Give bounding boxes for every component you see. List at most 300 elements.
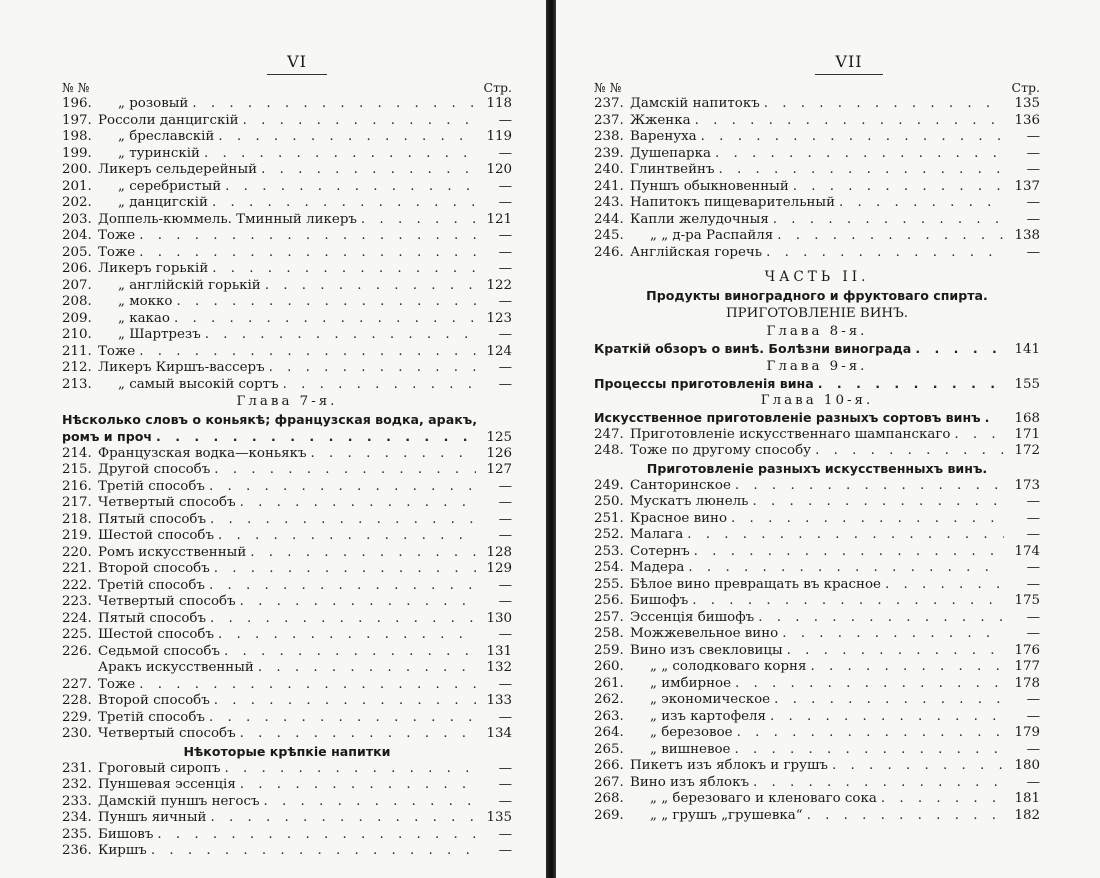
leader-dots <box>815 443 1004 460</box>
toc-entry <box>62 512 512 529</box>
page-column-label: Стр. <box>1011 80 1040 95</box>
entry-page: — <box>498 760 512 776</box>
entry-page: — <box>498 528 512 543</box>
toc-entry <box>594 96 1040 113</box>
entry-number: 232. <box>62 777 92 792</box>
leader-dots <box>688 560 1004 577</box>
leader-dots <box>832 758 1004 775</box>
entry-title: Душепарка <box>630 145 711 161</box>
entry-list <box>594 427 1040 460</box>
toc-entry <box>62 261 512 278</box>
entry-number: 252. <box>594 527 624 542</box>
section-heading: Приготовленіе разныхъ искусственныхъ винъ. <box>646 460 988 476</box>
entry-title: Бишовъ <box>98 826 154 842</box>
toc-entry <box>62 693 512 710</box>
leader-dots <box>212 261 476 278</box>
entry-number: 198. <box>62 129 92 144</box>
toc-entry <box>594 791 1040 808</box>
entry-page: 168 <box>1014 411 1040 426</box>
leader-dots <box>807 808 1004 825</box>
toc-entry <box>594 544 1040 561</box>
entry-title: Третій способъ <box>98 577 205 593</box>
toc-entry <box>62 294 512 311</box>
toc-entry <box>594 195 1040 212</box>
entry-page: — <box>1026 129 1040 144</box>
toc-entry <box>594 511 1040 528</box>
entry-page: 182 <box>1014 807 1040 823</box>
entry-page: 173 <box>1014 477 1040 493</box>
chapter-title-line: Нѣсколько словъ о коньякѣ; французская водка, аракъ, <box>62 412 477 427</box>
leader-dots <box>139 344 476 361</box>
leader-dots <box>192 96 476 113</box>
entry-page: — <box>498 511 512 527</box>
entry-page: 172 <box>1014 443 1040 458</box>
toc-entry <box>62 710 512 727</box>
toc-entry <box>594 527 1040 544</box>
toc-entry <box>62 179 512 196</box>
entry-page: 137 <box>1014 178 1040 194</box>
entry-title: Искусственное приготовленіе разныхъ сортовъ винъ <box>594 410 981 425</box>
section-heading: Нѣкоторые крѣпкіе напитки <box>183 743 391 759</box>
entry-number: 201. <box>62 178 92 194</box>
entry-number: 236. <box>62 843 92 858</box>
leader-dots <box>224 761 476 778</box>
entry-page: 178 <box>1014 675 1040 691</box>
toc-entry <box>62 827 512 844</box>
entry-page: 141 <box>1014 342 1040 357</box>
entry-number: 237. <box>594 112 624 128</box>
leader-dots <box>839 195 1004 212</box>
entry-page: 130 <box>486 610 512 626</box>
entry-page: 126 <box>486 445 512 461</box>
entry-title: Малага <box>630 527 684 542</box>
leader-dots <box>774 692 1004 709</box>
entry-page: — <box>498 244 512 260</box>
entry-number: 221. <box>62 561 92 576</box>
entry-title: Пуншевая эссенція <box>98 777 236 792</box>
entry-page: — <box>498 360 512 375</box>
entry-page: 119 <box>486 129 512 144</box>
entry-title: Санторинское <box>630 477 731 493</box>
entry-page: 127 <box>486 462 512 477</box>
entry-title: Четвертый способъ <box>98 726 236 741</box>
entry-title: Четвертый способъ <box>98 495 236 510</box>
entry-title: Доппель-кюммель. Тминный ликеръ <box>98 211 357 227</box>
entry-title: ромъ и проч <box>62 429 153 444</box>
entry-number: 205. <box>62 244 92 260</box>
leader-dots <box>240 726 476 743</box>
entry-page: — <box>498 228 512 243</box>
leader-dots <box>361 212 476 229</box>
leader-dots <box>210 611 476 628</box>
toc-entry <box>62 377 512 394</box>
leader-dots <box>240 777 476 794</box>
entry-title: Седьмой способъ <box>98 643 220 659</box>
chapter-heading: Глава 7-я. <box>236 394 338 409</box>
entry-number: 235. <box>62 826 92 842</box>
entry-number: 214. <box>62 445 92 461</box>
entry-number: 241. <box>594 178 624 194</box>
entry-title: „ англійскій горькій <box>118 277 261 293</box>
leader-dots <box>810 659 1004 676</box>
leader-dots <box>205 327 476 344</box>
toc-entry <box>62 627 512 644</box>
entry-number: 225. <box>62 627 92 642</box>
leader-dots <box>731 511 1004 528</box>
leader-dots <box>250 545 476 562</box>
entry-title: Тоже <box>98 228 136 243</box>
entry-title: Краткій обзоръ о винѣ. Болѣзни винограда <box>594 341 912 356</box>
entry-number: 229. <box>62 709 92 725</box>
number-column-label: № № <box>594 80 622 95</box>
entry-number: 231. <box>62 760 92 776</box>
entry-page: 135 <box>486 810 512 825</box>
entry-number: 247. <box>594 426 624 442</box>
entry-page: — <box>498 777 512 792</box>
entry-title: „ вишневое <box>650 741 731 757</box>
leader-dots <box>261 162 476 179</box>
toc-entry <box>62 810 512 827</box>
entry-number: 240. <box>594 162 624 177</box>
page-column-label: Стр. <box>483 80 512 95</box>
toc-entry <box>62 462 512 479</box>
entry-page: — <box>498 195 512 210</box>
entry-title: Приготовленіе искусственнаго шампанскаго <box>630 426 951 442</box>
leader-dots <box>212 195 476 212</box>
toc-entry <box>594 341 1040 358</box>
entry-title: „ мокко <box>118 294 173 309</box>
leader-dots <box>718 162 1004 179</box>
toc-entry <box>594 775 1040 792</box>
toc-entry <box>594 129 1040 146</box>
entry-page: 136 <box>1014 112 1040 128</box>
leader-dots <box>758 610 1004 627</box>
leader-dots <box>209 710 476 727</box>
entry-title: „ данцигскій <box>118 195 208 210</box>
toc-entry <box>62 843 512 860</box>
leader-dots <box>692 593 1004 610</box>
entry-number: 268. <box>594 791 624 806</box>
entry-page: 181 <box>1014 791 1040 806</box>
toc-entry <box>594 162 1040 179</box>
entry-number: 226. <box>62 643 92 659</box>
entry-title: Сотернъ <box>630 543 690 559</box>
page-number <box>242 52 352 74</box>
entry-number: 251. <box>594 510 624 526</box>
entry-number: 246. <box>594 244 624 260</box>
entry-title: „ Шартрезъ <box>118 327 201 342</box>
entry-title: Ликеръ Киршъ-вассеръ <box>98 360 265 375</box>
toc-entry <box>62 245 512 262</box>
entry-title: Ликеръ сельдерейный <box>98 162 258 177</box>
entry-page: 124 <box>486 343 512 359</box>
entry-number: 234. <box>62 810 92 825</box>
entry-page: — <box>498 676 512 692</box>
toc-entry <box>62 113 512 130</box>
leader-dots <box>687 527 1004 544</box>
entry-title: Бишофъ <box>630 593 689 608</box>
toc-entry <box>62 195 512 212</box>
entry-number: 222. <box>62 577 92 593</box>
entry-number: 211. <box>62 343 92 359</box>
entry-page: 179 <box>1014 725 1040 740</box>
leader-dots <box>214 462 476 479</box>
toc-entry <box>62 611 512 628</box>
leader-dots <box>214 693 476 710</box>
entry-number: 262. <box>594 692 624 707</box>
toc-entry <box>594 494 1040 511</box>
entry-page: 129 <box>486 561 512 576</box>
toc-entry <box>62 479 512 496</box>
entry-number: 264. <box>594 725 624 740</box>
leader-dots <box>773 212 1004 229</box>
leader-dots <box>782 626 1004 643</box>
leader-dots <box>265 278 476 295</box>
left-page <box>0 0 548 878</box>
entry-title: Жженка <box>630 112 691 128</box>
entry-number: 223. <box>62 594 92 609</box>
entry-page: — <box>498 478 512 494</box>
entry-title: Тоже <box>98 676 136 692</box>
toc-entry <box>594 179 1040 196</box>
entry-list <box>62 96 512 393</box>
leader-dots <box>694 544 1004 561</box>
entry-title: Аракъ искусственный <box>98 660 254 675</box>
leader-dots <box>210 512 476 529</box>
entry-number: 199. <box>62 145 92 161</box>
entry-title: Бѣлое вино превращать въ красное <box>630 576 881 592</box>
toc-entry <box>594 725 1040 742</box>
entry-number: 237. <box>594 96 624 111</box>
entry-number: 212. <box>62 360 92 375</box>
leader-dots <box>225 179 476 196</box>
entry-title: Четвертый способъ <box>98 594 236 609</box>
entry-title: Пятый способъ <box>98 610 207 626</box>
folio-label: VI <box>267 52 327 75</box>
entry-number: 230. <box>62 726 92 741</box>
entry-page: 131 <box>486 643 512 659</box>
entry-title: Второй способъ <box>98 693 210 708</box>
entry-title: Капли желудочныя <box>630 211 769 227</box>
entry-page: 132 <box>486 660 512 675</box>
entry-page: — <box>1026 145 1040 161</box>
entry-title: Процессы приготовленія вина <box>594 375 814 391</box>
entry-page: — <box>1026 195 1040 210</box>
entry-number: 219. <box>62 528 92 543</box>
toc-entry <box>594 146 1040 163</box>
entry-title: „ „ березоваго и кленоваго сока <box>650 791 877 806</box>
entry-title: Третій способъ <box>98 709 205 725</box>
toc-entry <box>594 443 1040 460</box>
entry-number: 239. <box>594 145 624 161</box>
entry-title: „ изъ картофеля <box>650 708 766 724</box>
entry-title: Пуншъ яичный <box>98 810 207 825</box>
toc-entry <box>62 545 512 562</box>
leader-dots <box>209 479 476 496</box>
toc-entry <box>62 446 512 463</box>
entry-title: Ликеръ горькій <box>98 261 209 276</box>
entry-page: — <box>1026 560 1040 575</box>
entry-title: Можжевельное вино <box>630 626 779 641</box>
entry-page: — <box>498 261 512 276</box>
entry-page: — <box>498 145 512 161</box>
folio-label: VII <box>815 52 882 75</box>
entry-number: 269. <box>594 807 624 823</box>
toc-entry <box>62 344 512 361</box>
entry-page: — <box>1026 692 1040 707</box>
toc-entry <box>62 327 512 344</box>
toc-entry <box>594 245 1040 262</box>
entry-page: 155 <box>1014 376 1040 392</box>
leader-dots <box>157 827 476 844</box>
entry-page: — <box>498 376 512 392</box>
entry-page: — <box>498 709 512 725</box>
toc-entry <box>62 777 512 794</box>
leader-dots <box>787 643 1004 660</box>
entry-title: „ самый высокій сортъ <box>118 376 279 392</box>
toc-entry <box>62 162 512 179</box>
entry-title: Варенуха <box>630 129 697 144</box>
entry-number: 248. <box>594 443 624 458</box>
entry-page: — <box>498 294 512 309</box>
entry-number: 218. <box>62 511 92 527</box>
toc-entry <box>62 311 512 328</box>
toc-entry <box>62 761 512 778</box>
entry-number: 266. <box>594 758 624 773</box>
toc-entry <box>62 360 512 377</box>
entry-title: „ экономическое <box>650 692 771 707</box>
book-gutter <box>546 0 556 878</box>
leader-dots <box>777 228 1004 245</box>
entry-number: 228. <box>62 693 92 708</box>
leader-dots <box>793 179 1004 196</box>
leader-dots <box>174 311 476 328</box>
toc-entry <box>594 593 1040 610</box>
entry-title: „ розовый <box>118 96 189 111</box>
entry-number: 263. <box>594 708 624 724</box>
entry-title: Ромъ искусственный <box>98 544 247 560</box>
entry-number: 243. <box>594 195 624 210</box>
leader-dots <box>735 478 1004 495</box>
toc-entry <box>62 561 512 578</box>
leader-dots <box>214 561 476 578</box>
entry-number: 209. <box>62 310 92 326</box>
entry-number: 215. <box>62 462 92 477</box>
page-number <box>794 52 904 74</box>
toc-entry <box>62 594 512 611</box>
entry-list <box>62 446 512 743</box>
leader-dots <box>224 644 476 661</box>
entry-title: Дамскій напитокъ <box>630 96 760 111</box>
toc-entry <box>62 677 512 694</box>
chapter-heading: Глава 8-я. <box>766 324 868 339</box>
entry-page: — <box>1026 510 1040 526</box>
entry-number: 260. <box>594 659 624 674</box>
toc-entry <box>594 742 1040 759</box>
entry-title: Другой способъ <box>98 462 211 477</box>
entry-number: 253. <box>594 543 624 559</box>
toc-entry <box>594 692 1040 709</box>
entry-title: Эссенція бишофъ <box>630 609 755 625</box>
leader-dots <box>139 677 476 694</box>
entry-page: — <box>1026 609 1040 625</box>
entry-number: 245. <box>594 228 624 243</box>
toc-entry <box>62 429 512 446</box>
entry-page: — <box>498 627 512 642</box>
entry-number: 216. <box>62 478 92 494</box>
toc-entry <box>594 478 1040 495</box>
leader-dots <box>176 294 476 311</box>
entry-page: — <box>498 178 512 194</box>
entry-number: 238. <box>594 129 624 144</box>
entry-page: — <box>498 594 512 609</box>
entry-page: 175 <box>1014 593 1040 608</box>
toc-entry <box>62 578 512 595</box>
entry-title: Пятый способъ <box>98 511 207 527</box>
toc-entry <box>62 528 512 545</box>
entry-number: 213. <box>62 376 92 392</box>
entry-page: 120 <box>486 162 512 177</box>
part-heading: ЧАСТЬ II. <box>764 269 870 285</box>
entry-number: 207. <box>62 277 92 293</box>
leader-dots <box>156 429 476 446</box>
entry-number: 210. <box>62 327 92 342</box>
entry-page: — <box>498 843 512 858</box>
entry-page: 128 <box>486 544 512 560</box>
entry-number: 206. <box>62 261 92 276</box>
entry-number: 256. <box>594 593 624 608</box>
toc-entry <box>62 228 512 245</box>
entry-number: 265. <box>594 741 624 757</box>
leader-dots <box>818 376 1004 393</box>
entry-title: Россоли данцигскій <box>98 112 239 128</box>
entry-title: „ имбирное <box>650 675 732 691</box>
part-subtitle: ПРИГОТОВЛЕНІЕ ВИНЪ. <box>726 306 908 321</box>
entry-page: — <box>1026 162 1040 177</box>
toc-entry <box>62 129 512 146</box>
entry-page: — <box>498 577 512 593</box>
entry-title: Мускатъ люнель <box>630 494 749 509</box>
entry-page: 118 <box>486 96 512 111</box>
leader-dots <box>218 129 476 146</box>
toc-entry <box>594 113 1040 130</box>
entry-list <box>62 761 512 860</box>
leader-dots <box>311 446 476 463</box>
leader-dots <box>218 528 476 545</box>
entry-number: 217. <box>62 495 92 510</box>
entry-number: 203. <box>62 211 92 227</box>
entry-number: 197. <box>62 112 92 128</box>
entry-title: Шестой способъ <box>98 528 214 543</box>
entry-number: 220. <box>62 544 92 560</box>
toc-entry <box>594 427 1040 444</box>
entry-number: 227. <box>62 676 92 692</box>
entry-number: 224. <box>62 610 92 626</box>
entry-page: 134 <box>486 726 512 741</box>
entry-page: — <box>1026 494 1040 509</box>
leader-dots <box>985 410 1004 427</box>
toc-entry <box>594 577 1040 594</box>
entry-number: 254. <box>594 560 624 575</box>
entry-title: Пуншъ обыкновенный <box>630 178 789 194</box>
column-header <box>62 80 512 96</box>
entry-number: 261. <box>594 675 624 691</box>
entry-number: 233. <box>62 793 92 809</box>
toc-entry <box>594 376 1040 393</box>
leader-dots <box>151 843 476 860</box>
leader-dots <box>210 810 476 827</box>
entry-title: Второй способъ <box>98 561 210 576</box>
